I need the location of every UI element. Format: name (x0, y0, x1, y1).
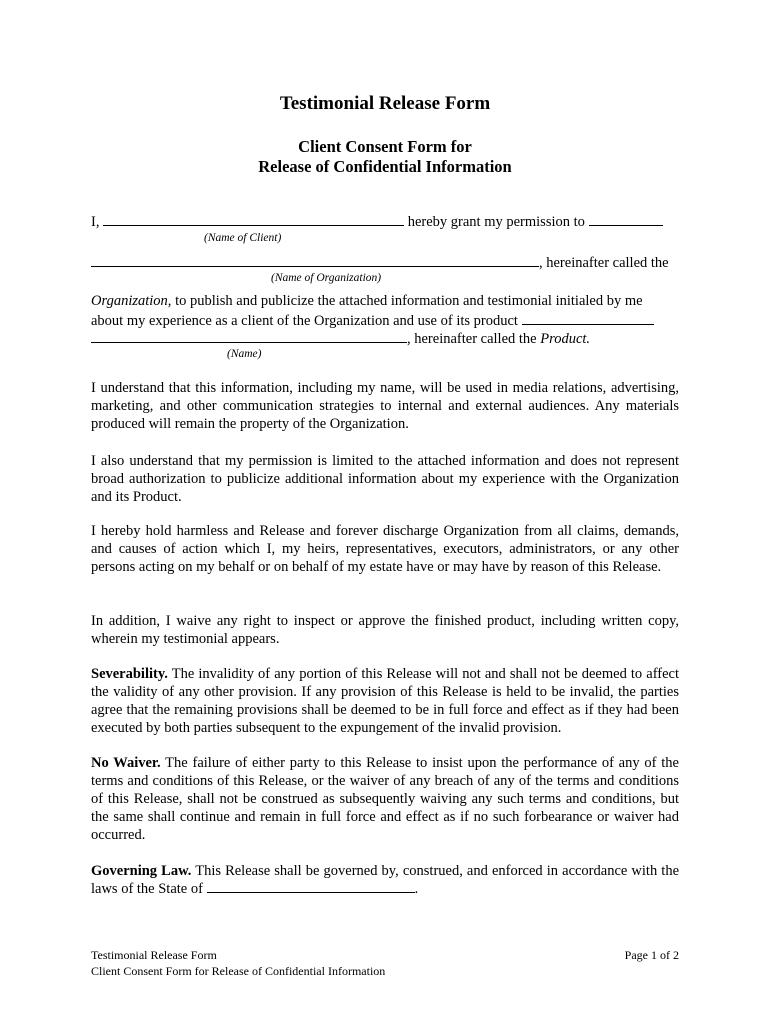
client-line (91, 213, 663, 231)
paragraph-no-waiver (91, 754, 679, 844)
governing-law-text: This Release shall be governed by, construed, and enforced in accordance with the laws of the State of (91, 863, 679, 897)
product-name-line (91, 330, 590, 348)
organization-line (91, 254, 669, 272)
governing-law-end: . (414, 881, 419, 897)
grant-permission-label: hereby grant my permission to (407, 214, 585, 230)
paragraph-media-use: I understand that this information, including my name, will be used in media relations, advertising, marketing, and other communication strategies to internal and external audiences. Any materials produced will remain the property of the Organization. (91, 380, 679, 432)
footer-title: Testimonial Release Form (91, 948, 217, 962)
experience-text: about my experience as a client of the Organization and use of its product (91, 313, 518, 329)
state-field[interactable] (207, 880, 415, 893)
organization-name-field[interactable] (91, 254, 539, 267)
paragraph-governing-law (91, 862, 679, 898)
severability-heading: Severability. (91, 666, 168, 682)
hereinafter-product-label: , hereinafter called the (407, 331, 541, 347)
paragraph-hold-harmless: I hereby hold harmless and Release and forever discharge Organization from all claims, demands, and causes of action which I, my heirs, representatives, executors, administrators, or any other persons acting on my behalf or on behalf of my estate have or may have by reason of this Release. (91, 523, 679, 575)
hereinafter-label: , hereinafter called the (539, 255, 669, 271)
page-number: Page 1 of 2 (624, 948, 679, 962)
name-of-client-caption: (Name of Client) (204, 232, 282, 244)
paragraph-waive-inspection: In addition, I waive any right to inspect or approve the finished product, including written copy, wherein my testimonial appears. (91, 613, 679, 647)
document-subtitle-line1: Client Consent Form for (298, 137, 472, 156)
publish-line (91, 293, 643, 310)
client-name-field[interactable] (103, 213, 404, 226)
paragraph-limited-permission: I also understand that my permission is limited to the attached information and does not represent broad authorization to publicize additional information about my experience with the Organization and its Product. (91, 453, 679, 505)
no-waiver-text: The failure of either party to this Release to insist upon the performance of any of the terms and conditions of this Release, or the waiver of any breach of any of the terms and conditions of this Release, shall not be construed as subsequently waiving any such terms and conditions, but the same shall continue and remain in full force and effect as if no such forbearance or waiver had occurred. (91, 755, 679, 843)
product-field-2[interactable] (91, 330, 407, 343)
document-subtitle-line2: Release of Confidential Information (258, 157, 512, 176)
name-of-organization-caption: (Name of Organization) (271, 272, 382, 284)
paragraph-severability (91, 665, 679, 737)
organization-word: Organization, (91, 293, 172, 309)
name-caption: (Name) (227, 348, 262, 360)
product-line (91, 312, 654, 330)
governing-law-heading: Governing Law. (91, 863, 192, 879)
publish-text: to publish and publicize the attached information and testimonial initialed by me (171, 293, 643, 309)
document-title: Testimonial Release Form (279, 93, 491, 114)
footer-subtitle: Client Consent Form for Release of Confidential Information (91, 964, 386, 978)
i-label: I, (91, 214, 100, 230)
grantee-field[interactable] (589, 213, 663, 226)
product-field-1[interactable] (522, 312, 654, 325)
severability-text: The invalidity of any portion of this Release will not and shall not be deemed to affect the validity of any other provision. If any provision of this Release is held to be invalid, the parties agree that the remaining provisions shall be deemed to be in full force and effect as if they had been executed by both parties subsequent to the expungement of the invalid provision. (91, 666, 679, 736)
product-word: Product. (540, 331, 591, 347)
no-waiver-heading: No Waiver. (91, 755, 161, 771)
